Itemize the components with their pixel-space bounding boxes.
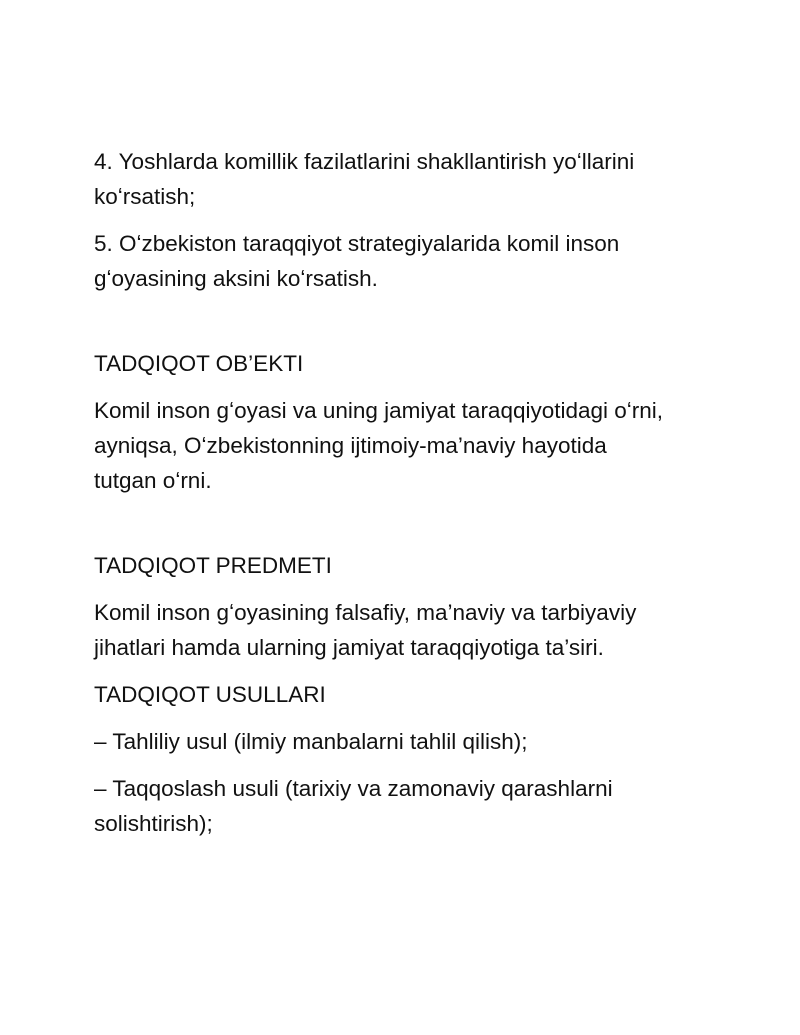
methods-heading: TADQIQOT USULLARI [94,682,326,707]
subject-heading: TADQIQOT PREDMETI [94,553,332,578]
object-paragraph [94,393,734,498]
method-item-2 [94,771,734,841]
document-body [94,144,734,841]
subject-paragraph [94,595,734,665]
spacer [94,665,734,677]
subject-line2: jihatlari hamda ularning jamiyat taraqqiyotiga ta’siri. [94,635,604,660]
list-item-5-line1: 5. Oʻzbekiston taraqqiyot strategiyalarida komil inson [94,231,620,256]
spacer [94,381,734,393]
method-item-1: – Tahliliy usul (ilmiy manbalarni tahlil qilish); [94,729,528,754]
list-item-4 [94,144,734,214]
list-item-4-line1: 4. Yoshlarda komillik fazilatlarini shakllantirish yoʻllarini [94,149,635,174]
object-line3: tutgan oʻrni. [94,468,212,493]
spacer [94,214,734,226]
list-item-5 [94,226,734,296]
object-line1: Komil inson gʻoyasi va uning jamiyat taraqqiyotidagi oʻrni, [94,398,664,423]
method-item-2-line2: solishtirish); [94,811,213,836]
subject-line1: Komil inson gʻoyasining falsafiy, ma’naviy va tarbiyaviy [94,600,637,625]
method-item-2-line1: – Taqqoslash usuli (tarixiy va zamonaviy qarashlarni [94,776,613,801]
list-item-5-line2: gʻoyasining aksini koʻrsatish. [94,266,378,291]
spacer [94,759,734,771]
spacer [94,712,734,724]
object-line2: ayniqsa, Oʻzbekistonning ijtimoiy-ma’naviy hayotida [94,433,607,458]
spacer [94,498,734,548]
spacer [94,583,734,595]
spacer [94,296,734,346]
list-item-4-line2: koʻrsatish; [94,184,196,209]
object-heading: TADQIQOT OB’EKTI [94,351,304,376]
